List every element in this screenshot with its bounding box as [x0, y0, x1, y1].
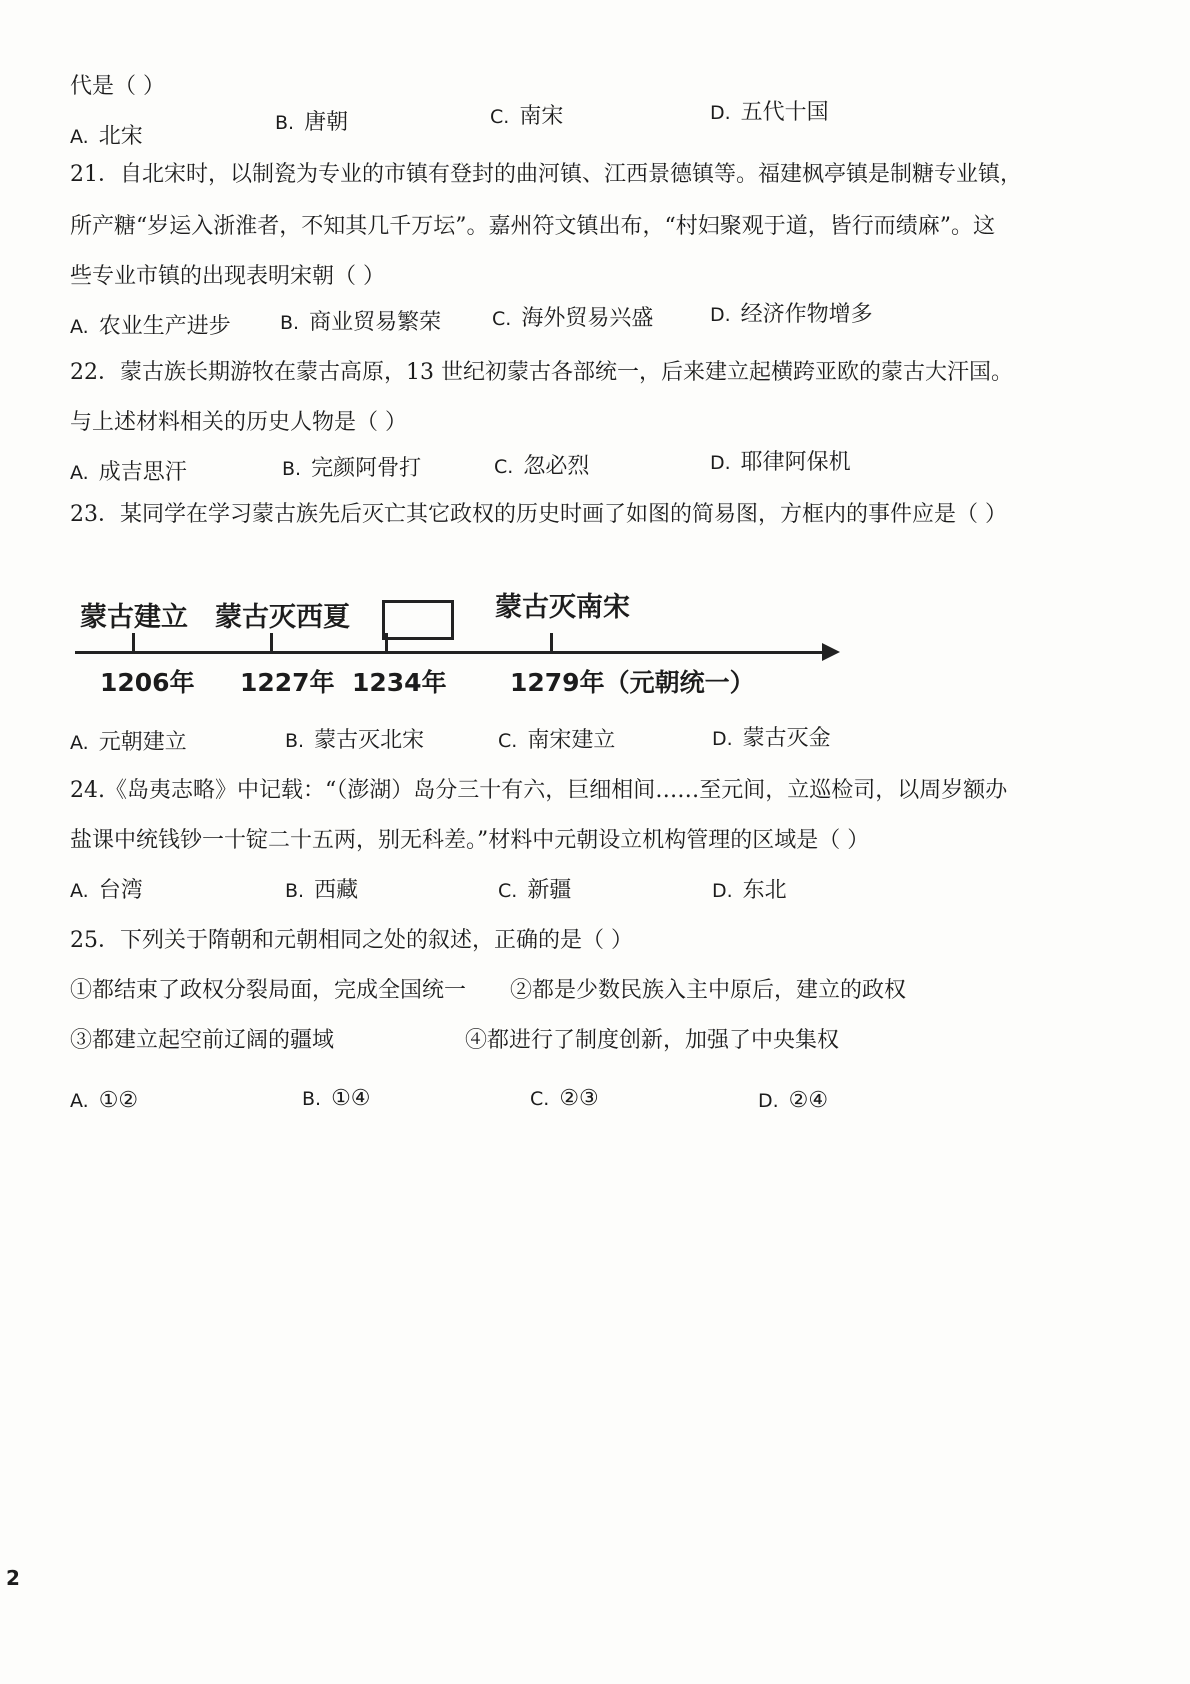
option-letter: D.	[710, 102, 731, 124]
q23-option-a	[70, 728, 187, 758]
page-number: 2	[6, 1566, 20, 1590]
option-letter: C.	[530, 1088, 550, 1110]
option-text: ①②	[98, 1088, 139, 1113]
option-text: 耶律阿保机	[740, 450, 851, 475]
q20-stem-tail: 代是（ ）	[70, 74, 165, 99]
option-text: 南宋建立	[527, 728, 616, 753]
option-letter: B.	[302, 1088, 322, 1110]
option-letter: C.	[490, 106, 510, 128]
option-text: 农业生产进步	[98, 314, 231, 339]
option-text: 北宋	[98, 124, 143, 149]
q23-option-c	[498, 726, 615, 756]
timeline-year: 1227年	[240, 668, 335, 697]
option-text: 南宋	[519, 104, 564, 129]
q20-option-b	[275, 108, 348, 138]
timeline-year: 1234年	[352, 668, 447, 697]
option-text: 成吉思汗	[98, 460, 187, 485]
option-text: 商业贸易繁荣	[309, 310, 442, 335]
option-letter: B.	[285, 730, 305, 752]
timeline-tick	[132, 633, 135, 653]
timeline-diagram	[70, 585, 850, 695]
option-text: 新疆	[527, 878, 572, 903]
q25-option-b	[302, 1084, 371, 1114]
option-text: 蒙古灭北宋	[314, 728, 425, 753]
option-text: 五代十国	[740, 100, 829, 125]
option-letter: C.	[494, 456, 514, 478]
q22-option-b	[282, 454, 421, 484]
option-text: 元朝建立	[98, 730, 187, 755]
q21-option-a	[70, 312, 231, 342]
q22-option-a	[70, 458, 187, 488]
q24-option-a	[70, 876, 143, 906]
q20-option-a	[70, 122, 143, 152]
option-text: ②④	[788, 1088, 829, 1113]
option-letter: C.	[492, 308, 512, 330]
q22-option-c	[494, 452, 589, 482]
option-letter: B.	[285, 880, 305, 902]
q23-line-1: 23．某同学在学习蒙古族先后灭亡其它政权的历史时画了如图的简易图，方框内的事件应是（ ）	[70, 502, 1007, 527]
option-letter: A.	[70, 1090, 89, 1112]
q23-option-b	[285, 726, 424, 756]
option-text: 海外贸易兴盛	[521, 306, 654, 331]
option-text: ①④	[331, 1086, 371, 1111]
timeline-year: 1279年（元朝统一）	[510, 668, 755, 697]
option-text: 忽必烈	[523, 454, 590, 479]
option-letter: A.	[70, 880, 89, 902]
option-letter: A.	[70, 732, 89, 754]
q25-statement-4: ④都进行了制度创新，加强了中央集权	[465, 1028, 840, 1053]
option-text: ②③	[559, 1086, 599, 1111]
q22-line-1: 22．蒙古族长期游牧在蒙古高原，13 世纪初蒙古各部统一，后来建立起横跨亚欧的蒙古大汗国。	[70, 360, 1013, 385]
q21-line-3: 些专业市镇的出现表明宋朝（ ）	[70, 264, 385, 289]
option-letter: B.	[275, 112, 295, 134]
q21-line-1: 21．自北宋时，以制瓷为专业的市镇有登封的曲河镇、江西景德镇等。福建枫亭镇是制糖专业镇，	[70, 162, 1022, 187]
option-letter: D.	[710, 452, 731, 474]
timeline-event: 蒙古灭南宋	[495, 592, 630, 623]
q24-line-2: 盐课中统钱钞一十锭二十五两，别无科差。”材料中元朝设立机构管理的区域是（ ）	[70, 828, 870, 853]
option-text: 台湾	[98, 878, 143, 903]
q24-option-d	[712, 876, 787, 906]
q20-option-c	[490, 102, 563, 132]
q25-line-1: 25．下列关于隋朝和元朝相同之处的叙述，正确的是（ ）	[70, 928, 633, 953]
q22-option-d	[710, 448, 851, 478]
q21-option-b	[280, 308, 441, 338]
q25-option-a	[70, 1086, 138, 1116]
option-letter: A.	[70, 316, 89, 338]
option-letter: D.	[712, 880, 733, 902]
timeline-year: 1206年	[100, 668, 195, 697]
q25-statement-2: ②都是少数民族入主中原后，建立的政权	[510, 978, 907, 1003]
q20-option-d	[710, 98, 829, 128]
q21-option-c	[492, 304, 653, 334]
option-letter: B.	[280, 312, 300, 334]
arrow-right-icon	[822, 643, 840, 661]
option-letter: D.	[712, 728, 733, 750]
option-letter: A.	[70, 462, 89, 484]
option-text: 东北	[742, 878, 787, 903]
q24-line-1: 24.《岛夷志略》中记载：“（澎湖）岛分三十有六，巨细相间……至元间，立巡检司，以周岁额办	[70, 778, 1008, 803]
option-letter: D.	[758, 1090, 779, 1112]
option-text: 完颜阿骨打	[311, 456, 422, 481]
q25-option-d	[758, 1086, 828, 1116]
timeline-blank-box	[382, 600, 454, 640]
timeline-tick	[270, 633, 273, 653]
q21-line-2: 所产糖“岁运入浙淮者，不知其几千万坛”。嘉州符文镇出布，“村妇聚观于道，皆行而绩麻”。这	[70, 214, 995, 239]
option-letter: D.	[710, 304, 731, 326]
option-letter: C.	[498, 730, 518, 752]
timeline-tick	[550, 633, 553, 653]
option-letter: A.	[70, 126, 89, 148]
option-text: 西藏	[314, 878, 359, 903]
timeline-event: 蒙古建立	[80, 602, 188, 633]
option-text: 经济作物增多	[740, 302, 873, 327]
timeline-event: 蒙古灭西夏	[215, 602, 350, 633]
q22-line-2: 与上述材料相关的历史人物是（ ）	[70, 410, 407, 435]
q25-statement-3: ③都建立起空前辽阔的疆域	[70, 1028, 335, 1053]
option-text: 唐朝	[304, 110, 349, 135]
option-letter: B.	[282, 458, 302, 480]
timeline-axis	[75, 651, 825, 654]
q25-statement-1: ①都结束了政权分裂局面，完成全国统一	[70, 978, 467, 1003]
q21-option-d	[710, 300, 873, 330]
q24-option-b	[285, 876, 358, 906]
q25-option-c	[530, 1084, 599, 1114]
q24-option-c	[498, 876, 571, 906]
option-letter: C.	[498, 880, 518, 902]
q23-option-d	[712, 724, 831, 754]
option-text: 蒙古灭金	[742, 726, 831, 751]
